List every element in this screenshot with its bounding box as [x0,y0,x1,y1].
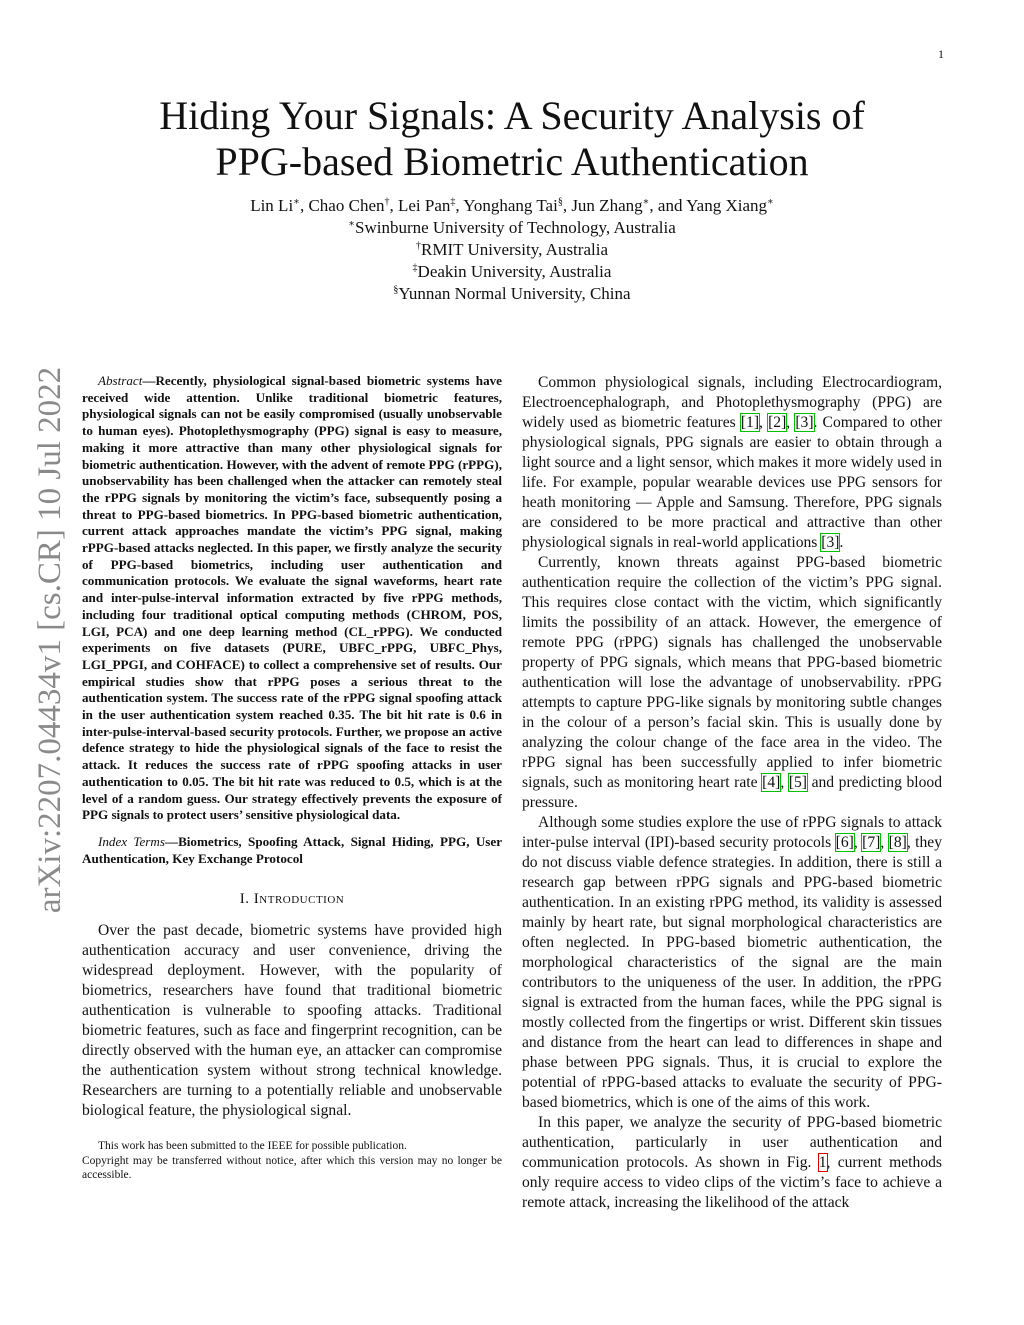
citation-link[interactable]: [3] [795,414,814,431]
arxiv-stamp: arXiv:2207.04434v1 [cs.CR] 10 Jul 2022 [32,366,68,914]
text-run: , they do not discuss viable defence strategies. In addition, there is still a research gap between rPPG signals and PPG-based biometric authentication. In an existing rPPG method, its validity is assessed mainly by heart rate, but signal morphological characteristics are often neglected. In PPG-based biometric authentication, the morphological characteristics of the signal are the main contributors to the uniqueness of the user. In addition, the rPPG signal is extracted from the human faces, while the PPG signal is mostly collected from the fingertips or wrist. Different skin tissues and distance from the heart can lead to differences in shape and phase between PPG signals. Thus, it is crucial to explore the potential of rPPG-based attacks to evaluate the security of PPG-based biometrics, which is one of the aims of this work. [522,834,943,1111]
author-mark: ∗ [642,196,650,208]
left-column [82,373,502,1182]
text-run: and predicting blood pressure. [522,774,943,811]
text-run: Common physiological signals, including Electrocardiogram, Electroencephalograph, and Photoplethysmography (PPG) are widely used as biometric features [522,374,942,431]
author-name: Yonghang Tai [463,196,558,215]
footnote-line-1: This work has been submitted to the IEEE for possible publication. [98,1140,407,1153]
citation-link[interactable]: [8] [888,834,907,851]
author-name: Jun Zhang [571,196,643,215]
index-terms [82,834,502,867]
paper-title [80,93,944,185]
page-number: 1 [938,47,944,61]
citation-link[interactable]: [6] [835,834,854,851]
citation-link[interactable]: [7] [862,834,881,851]
text-run: . [839,534,844,551]
text-run: Although some studies explore the use of rPPG signals to attack inter-pulse interval (IPI)-based security protocols [522,814,942,851]
affiliation-mark: ‡ [412,262,418,274]
text-run: . Compared to other physiological signals, PPG signals are easier to obtain through a light source and a light sensor, which makes it more widely used in life. For example, popular wearable devices use PPG sensors for heath monitoring — Apple and Samsung. Therefore, PPG signals are considered to be more practical and attractive than other physiological signals in real-world applications [522,414,942,551]
section-title: Introduction [253,891,345,908]
author-list: Lin Li∗, Chao Chen†, Lei Pan‡, Yonghang Tai§, Jun Zhang∗, and Yang Xiang∗ [250,196,774,215]
text-run: , [880,834,889,851]
author-name: Chao Chen [308,196,385,215]
title-block [80,93,944,305]
title-line-2: PPG-based Biometric Authentication [215,139,809,184]
index-terms-text: —Biometrics, Spoofing Attack, Signal Hiding, PPG, User Authentication, Key Exchange Protocol [82,833,503,866]
abstract [82,373,502,824]
affiliation-name: Swinburne University of Technology, Australia [354,218,676,237]
affiliation [80,283,944,305]
body-paragraph [522,553,942,813]
text-run: , [786,414,796,431]
author-mark: ∗ [767,196,774,208]
body-paragraph [522,373,942,553]
text-run: Currently, known threats against PPG-based biometric authentication require the collection of the victim’s PPG signal. This requires close contact with the victim, which significantly limits the possibility of an attack. However, the emergence of remote PPG (rPPG) signals has challenged the unobservable property of PPG signals, which means that PPG-based biometric authentication will lose the advantage of unobservability. rPPG attempts to capture PPG-like signals by monitoring subtle changes in the colour of a person’s facial skin. This is usually done by analyzing the colour change of the face area in the video. The rPPG signal has been successfully applied to infer biometric signals, such as monitoring heart rate [522,554,942,791]
text-run: , [780,774,789,791]
affiliation [80,217,944,239]
author-mark: ‡ [450,196,456,208]
citation-link[interactable]: [5] [788,774,807,791]
body-paragraph [522,813,942,1113]
affiliation-mark: ∗ [348,218,355,230]
right-column [522,373,942,1213]
author-mark: § [557,196,563,208]
section-heading [82,889,502,909]
affiliation [80,261,944,283]
affiliation-name: Yunnan Normal University, China [398,284,631,303]
citation-link[interactable]: [4] [762,774,781,791]
affiliation [80,239,944,261]
text-run: In this paper, we analyze the security of PPG-based biometric authentication, particularly in user authentication and communication protocols. As shown in Fig. [522,1114,942,1171]
abstract-label: Abstract [98,373,143,388]
citation-link[interactable]: [2] [768,414,787,431]
footnote [82,1139,502,1182]
affiliation-mark: § [393,284,399,296]
text-run: , [759,414,769,431]
figure-link[interactable]: 1 [818,1154,827,1171]
text-run: , [853,834,863,851]
affiliation-mark: † [416,240,421,252]
author-name: Lei Pan [398,196,451,215]
abstract-text: —Recently, physiological signal-based biometric systems have received wide attention. Unlike traditional biometric features, physiological signals can not be easily compromised (usually unobservable to human eyes). Photoplethysmography (PPG) signal is easy to measure, making it more attractive than many other physiological signals for biometric authentication. However, with the advent of remote PPG (rPPG), unobservability has been challenged when the attacker can remotely steal the rPPG signals by monitoring the victim’s face, subsequently posing a threat to PPG-based biometrics. In PPG-based biometric authentication, current attack approaches mandate the victim’s PPG signal, making rPPG-based attacks neglected. In this paper, we firstly analyze the security of PPG-based biometrics, including user authentication and communication protocols. We evaluate the signal waveforms, heart rate and inter-pulse-interval information extracted by five rPPG methods, including four traditional optical computing methods (CHROM, POS, LGI, PCA) and one deep learning method (CL_rPPG). We conducted experiments on five datasets (PURE, UBFC_rPPG, UBFC_Phys, LGI_PPGI, and COHFACE) to collect a comprehensive set of results. Our empirical studies show that rPPG poses a serious threat to the authentication system. The success rate of the rPPG signal spoofing attack in the user authentication system reached 0.35. The bit hit rate is 0.6 in inter-pulse-interval-based security protocols. Further, we propose an active defence strategy to hide the physiological signals of the face to resist the attack. It reduces the success rate of rPPG spoofing attacks in user authentication to 0.05. The bit hit rate was reduced to 0.5, which is at the level of a random guess. Our strategy effectively prevents the exposure of PPG signals to protect users’ sensitive physiological data. [82,373,502,823]
intro-paragraph: Over the past decade, biometric systems have provided high authentication accuracy and user convenience, driving the widespread deployment. However, with the popularity of biometrics, researchers have found that traditional biometric authentication is vulnerable to spoofing attacks. Traditional biometric features, such as face and fingerprint recognition, can be directly observed with the human eye, an attacker can compromise the authentication system without strong technical knowledge. Researchers are turning to a potentially reliable and unobservable biological feature, the physiological signal. [82,922,502,1120]
citation-link[interactable]: [1] [740,414,760,431]
body-paragraph [522,1113,942,1213]
affiliation-name: RMIT University, Australia [421,240,608,259]
author-mark: ∗ [293,196,300,208]
section-number: I. [239,891,250,908]
citation-link[interactable]: [3] [821,534,840,551]
title-line-1: Hiding Your Signals: A Security Analysis of [159,93,865,138]
text-run: , current methods only require access to video clips of the victim’s face to achieve a remote attack, increasing the likelihood of the attack [522,1154,942,1211]
index-terms-label: Index Terms [98,833,165,849]
author-name: Lin Li [250,196,294,215]
author-name: Yang Xiang [686,196,767,215]
affiliation-name: Deakin University, Australia [417,262,612,281]
footnote-line-2: Copyright may be transferred without notice, after which this version may no longer be accessible. [82,1154,502,1181]
author-mark: † [384,196,390,208]
